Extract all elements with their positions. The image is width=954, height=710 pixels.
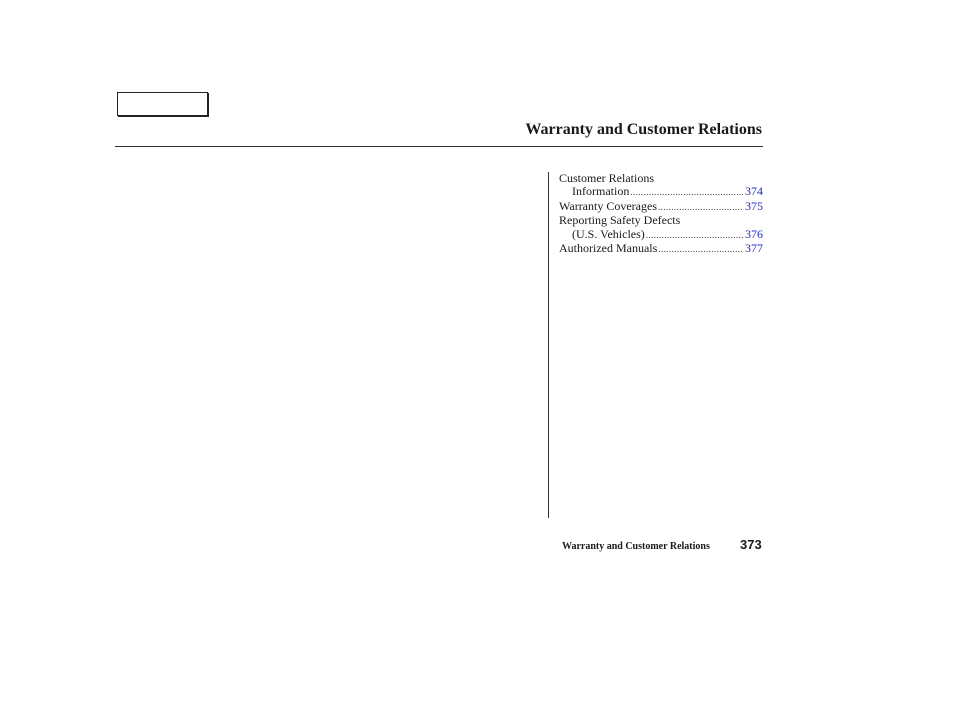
page-title: Warranty and Customer Relations	[525, 121, 762, 138]
toc-entry[interactable]	[559, 185, 763, 199]
toc-page-link[interactable]: 376	[745, 226, 763, 241]
dot-leader	[658, 201, 743, 214]
toc-entry-label: Information	[572, 184, 630, 199]
toc-heading	[559, 214, 763, 227]
dot-leader	[646, 229, 743, 242]
toc-page-link[interactable]: 374	[745, 184, 763, 199]
toc-entry-label: Customer Relations	[559, 171, 654, 185]
toc-entry[interactable]	[559, 228, 763, 242]
toc-entry-label: Authorized Manuals	[559, 241, 658, 256]
dot-leader	[630, 186, 743, 199]
toc-entry[interactable]	[559, 242, 763, 256]
toc-entry-label: Warranty Coverages	[559, 198, 657, 213]
toc-entry-label: Reporting Safety Defects	[559, 213, 681, 228]
toc-heading	[559, 172, 763, 185]
title-divider	[115, 146, 763, 147]
toc-page-link[interactable]: 377	[745, 241, 763, 256]
toc-entry[interactable]	[559, 200, 763, 214]
main-menu-button[interactable]	[117, 92, 208, 116]
toc-entry-label: (U.S. Vehicles)	[572, 226, 645, 241]
footer-section-label: Warranty and Customer Relations	[562, 541, 710, 552]
dot-leader	[658, 243, 743, 256]
table-of-contents	[559, 172, 763, 256]
toc-divider	[548, 172, 549, 518]
page-number: 373	[740, 537, 762, 552]
toc-page-link[interactable]: 375	[745, 198, 763, 213]
